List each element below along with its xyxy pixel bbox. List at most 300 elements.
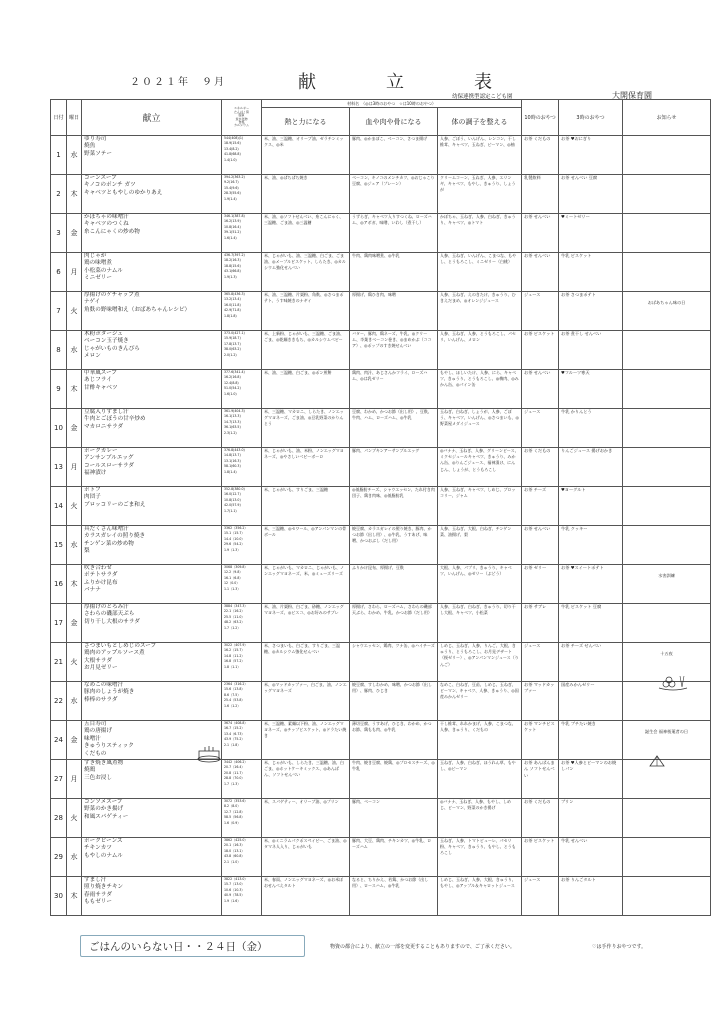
- nutrition-value: 12.4(8.8): [224, 380, 239, 385]
- notice-cell: [623, 214, 711, 253]
- dish-name: ももゼリー: [84, 899, 112, 906]
- ingredient-text: ◎低脂肪チーズ、シャウエッセン、たれ付き肉団子、鶏き肉味、◎低脂肪乳: [352, 487, 435, 499]
- body-ingredients: [350, 682, 438, 721]
- notice-cell: [623, 799, 711, 838]
- ingredient-text: 米、スパゲティー、オリーブ油、◎プリン: [264, 799, 339, 804]
- dish-name: ポテトサラダ: [84, 572, 118, 579]
- regulate-ingredients: [438, 214, 522, 253]
- snack-10: [522, 448, 559, 487]
- nutrition-values: [222, 565, 262, 604]
- snack-3: [559, 604, 623, 643]
- nutrition-value: 25.5（11.0）: [224, 614, 245, 619]
- ingredient-text: 米、春雨、ノンエッグマヨネーズ、◎お米ぼおせんべえタルト: [264, 877, 344, 889]
- nutrition-value: 18.8(15.6): [224, 263, 241, 268]
- menu-row: [51, 877, 711, 916]
- snack-text: ジュース: [524, 643, 541, 648]
- day-date: [51, 565, 67, 604]
- dish-name: 五目寿司: [84, 721, 107, 727]
- body-ingredients: [350, 799, 438, 838]
- snack-text: プリン: [561, 799, 574, 804]
- dish-list: [82, 214, 222, 253]
- dish-name: チンゲン菜の炒め物: [84, 540, 134, 547]
- notice-text: [625, 175, 708, 183]
- dish-list: [82, 331, 222, 370]
- dish-name: 味噌汁: [84, 735, 101, 742]
- nutrition-value: 544(408)(1): [224, 136, 244, 140]
- dish-name: 照り焼きチキン: [84, 884, 124, 891]
- notice-cell: [623, 370, 711, 409]
- date-value: 30: [54, 892, 63, 900]
- nutrition-value: 1.7（1.3）: [224, 781, 241, 786]
- regulate-ingredients: [438, 643, 522, 682]
- dish-name: 木粉ポタージュ: [84, 331, 123, 337]
- dish-list: [82, 175, 222, 214]
- ingredient-text: しめじ、玉ねぎ、人参、りんご、大根、きゅうり、とうもろこし、お月見デザート（桜ゼリー）、◎アンパンマンジュース（りんご）: [440, 643, 519, 667]
- org-label: 幼保連携型認定こども園: [452, 94, 513, 100]
- day-date: [51, 721, 67, 760]
- nutrition-value: 20.1（16.3）: [224, 843, 245, 848]
- menu-row: [51, 760, 711, 799]
- snack-text: ♥フルーツ寒天: [561, 370, 590, 375]
- dish-name: 小松菜のナムル: [84, 267, 123, 274]
- weekday-value: 水: [70, 346, 78, 354]
- date-value: 8: [56, 346, 61, 354]
- ingredient-text: 米、油、◎ソフトせんべい、糸こんにゃく、三温糖、ごま油、◎三温糖: [264, 214, 344, 226]
- nutrition-value: 16.2(16.8): [224, 375, 241, 380]
- body-ingredients: [350, 409, 438, 448]
- dish-name: コーンスープ: [84, 175, 117, 181]
- nutrition-value: 15.1（15.7）: [224, 531, 245, 536]
- day-weekday: [67, 799, 82, 838]
- ingredient-text: 米、油、三温糖、片栗粉、角麩、◎さつまポテト、うす味焼きのナギイ: [264, 292, 344, 304]
- regulate-ingredients: [438, 799, 522, 838]
- notice-cell: [623, 565, 711, 604]
- snack-3: [559, 565, 623, 604]
- nutrition-value: 40.9（78.5）: [224, 893, 245, 898]
- notice-cell: [623, 292, 711, 331]
- col-snack3: 3時のおやつ: [559, 100, 623, 136]
- dish-name: さつまいもとしめじのスープ: [84, 643, 157, 649]
- snack-text: ジュース: [524, 409, 541, 414]
- notice-text: [625, 370, 708, 378]
- nutrition-value: 1.8(1.4): [224, 469, 237, 474]
- nutrition-value: 14.8（11.2）: [224, 653, 245, 658]
- nutrition-values: [222, 682, 262, 721]
- notice-text: おばあちゃん味の日: [647, 300, 686, 305]
- nutrition-value: 15.6（13.8）: [224, 687, 245, 692]
- nutrition-value: 1.6（0.9）: [224, 820, 241, 825]
- menu-table: [50, 99, 711, 916]
- nutrition-value: 376.8(443.0): [224, 448, 245, 452]
- nutrition-value: 18.0（13.1）: [224, 848, 245, 853]
- day-weekday: [67, 409, 82, 448]
- nursery-name: 大開保育園: [612, 91, 652, 100]
- ingredient-text: 牛肉、焼き豆腐、焼鶏、◎プロセスチーズ、◎牛乳: [352, 760, 435, 772]
- nutrition-value: 16.8（57.2）: [224, 659, 245, 664]
- nutrition-values: [222, 331, 262, 370]
- dish-name: キノコのポンチ ガツ: [84, 182, 136, 189]
- weekday-value: 火: [70, 307, 78, 315]
- dish-list: [82, 682, 222, 721]
- menu-row: [51, 409, 711, 448]
- nutrition-value: 1.6（1.2）: [224, 703, 241, 708]
- ingredient-text: 玉ねぎ、人参、トマトピューレ、パセリ粉、キャベツ、きゅうり、もやし、とうもろこし: [440, 838, 516, 856]
- ingredient-text: ◎バナナ、玉ねぎ、人参、グリーンピース、ミクセジュールキャベツ、きゅうり、みかん缶、◎りんごジュース、福神漬け、にんじん、しょうが、とうもろこし: [440, 448, 519, 472]
- nutrition-value: 1.6(1.4): [224, 235, 237, 240]
- date-value: 1: [56, 151, 61, 159]
- nutrition-value: 361.9(404.3): [224, 409, 245, 413]
- dish-name: 甘酢キャベツ: [84, 384, 118, 391]
- nutrition-value: 28.8（70.0）: [224, 776, 245, 781]
- dish-name: カラスガレイの照り焼き: [84, 533, 146, 540]
- dish-list: [82, 487, 222, 526]
- nutrition-value: 51.0(54.2): [224, 386, 241, 391]
- energy-ingredients: [262, 136, 350, 175]
- regulate-ingredients: [438, 409, 522, 448]
- snack-text: お茶 サブレ: [524, 604, 547, 609]
- ingredient-text: しめじ、玉ねぎ、人参、大根、きゅうり、もやし、◎アップル＆キャロットジュース: [440, 877, 516, 889]
- ingredient-text: 人参、玉ねぎ、いんげん、こまつな、もやし、とうもろこし、ミニゼリー（白桃）: [440, 253, 517, 265]
- day-date: [51, 760, 67, 799]
- ingredient-text: 大根、人参、パプリ、きゅうり、キャベツ、いんげん、◎ゼリー（ぶどう）: [440, 565, 512, 577]
- snack-text: お茶 ♥おにぎり: [561, 136, 592, 141]
- dish-name: 福神漬け: [84, 470, 107, 477]
- energy-ingredients: [262, 370, 350, 409]
- nutrition-value: 58.5（56.8）: [224, 815, 245, 820]
- body-ingredients: [350, 721, 438, 760]
- nutrition-value: 58.1(60.3): [224, 464, 241, 469]
- nutrition-value: 3862（425.0）: [224, 838, 248, 842]
- snack-text: 牛乳 クッキー: [561, 526, 588, 531]
- energy-ingredients: [262, 604, 350, 643]
- nutrition-value: 43.9（75.2）: [224, 737, 245, 742]
- ingredient-text: 焼豆腐、すしわかめ、味噌、かつお節（出し用）、豚肉、ひじき: [352, 682, 432, 694]
- snack-10: [522, 643, 559, 682]
- date-value: 17: [54, 619, 63, 627]
- day-date: [51, 604, 67, 643]
- nutrition-values: [222, 877, 262, 916]
- nutrition-values: [222, 487, 262, 526]
- nutrition-value: 8.2（8.0）: [224, 804, 241, 809]
- snack-text: お茶 ビスケット: [524, 331, 555, 336]
- no-rice-notice: ごはんのいらない日・・２４日（金）: [80, 935, 305, 957]
- nutrition-value: 3674（408.8）: [224, 721, 248, 725]
- ingredient-text: バター、豚肉、鶏ネーズ、牛乳、◎クリーム、卒業きベーコン巻き、◎まめかぶ（ココア）、◎ポップのすき焼せんべい: [352, 331, 432, 349]
- dish-list: [82, 565, 222, 604]
- notice-text: 誕生会 福神桜蓮者の日: [644, 729, 689, 734]
- date-value: 16: [54, 580, 63, 588]
- ingredient-text: 米、じゃがいも、油、米粉、ノンエッグマヨネーズ、◎やさしいべビーボーロ: [264, 448, 344, 460]
- notice-text: [625, 799, 708, 807]
- body-ingredients: [350, 214, 438, 253]
- energy-ingredients: [262, 799, 350, 838]
- nutrition-value: 16.0(11.8): [224, 302, 241, 307]
- body-ingredients: [350, 253, 438, 292]
- snack-text: ジュース: [524, 877, 541, 882]
- regulate-ingredients: [438, 760, 522, 799]
- snack-text: 牛乳 ビスケット: [561, 253, 592, 258]
- regulate-ingredients: [438, 838, 522, 877]
- date-value: 6: [56, 268, 61, 276]
- ingredient-text: 豆腐、わかめ、かつお節（出し用）、豆麩、牛肉、ハム、ローズハム、◎牛乳: [352, 409, 432, 421]
- day-weekday: [67, 448, 82, 487]
- regulate-ingredients: [438, 487, 522, 526]
- energy-ingredients: [262, 214, 350, 253]
- dish-name: 三色お浸し: [84, 774, 112, 781]
- body-ingredients: [350, 604, 438, 643]
- day-date: [51, 838, 67, 877]
- date-value: 7: [56, 307, 61, 315]
- energy-ingredients: [262, 331, 350, 370]
- day-weekday: [67, 214, 82, 253]
- dish-list: [82, 253, 222, 292]
- dish-name: きゅうりスティック: [84, 743, 134, 750]
- ingredient-text: 米、さつまいも、白ごま、すりごま、三温糖、◎カルシウム強化せんべい: [264, 643, 340, 655]
- notice-text: [625, 877, 708, 885]
- nutrition-value: 1.9（1.6）: [224, 898, 241, 903]
- nutrition-value: 3822（413.0）: [224, 877, 248, 881]
- day-weekday: [67, 838, 82, 877]
- ingredient-text: 人参、玉ねぎ、えのきたけ、きゅうり、むきえだまめ、◎オレンジジュース: [440, 292, 516, 304]
- nutrition-line: カルシウム: [234, 123, 249, 128]
- day-weekday: [67, 877, 82, 916]
- nutrition-value: 1.8（1.1）: [224, 664, 241, 669]
- dish-list: [82, 799, 222, 838]
- nutrition-value: 13.1(16.3): [224, 458, 241, 463]
- menu-row: [51, 331, 711, 370]
- day-date: [51, 292, 67, 331]
- ingredient-text: 干し椎茸、れれかまげ、人参、こまつな、人参、きゅうり、くだもの: [440, 721, 516, 733]
- dish-name: 和風スパゲティー: [84, 813, 129, 820]
- energy-ingredients: [262, 175, 350, 214]
- nutrition-value: 13.4(8.2): [224, 146, 239, 151]
- dish-name: すまし汁: [84, 877, 107, 883]
- dish-name: マカロニサラダ: [84, 423, 124, 430]
- snack-10: [522, 760, 559, 799]
- nutrition-values: [222, 526, 262, 565]
- regulate-ingredients: [438, 877, 522, 916]
- notice-text: 水害訓練: [658, 573, 675, 578]
- snack-text: お茶 くだもの: [524, 136, 551, 141]
- nutrition-value: 3442（406.2）: [224, 760, 248, 764]
- snack-text: 国産みかんゼリー: [561, 682, 595, 687]
- day-date: [51, 526, 67, 565]
- dish-name: すき焼き風煮物: [84, 760, 124, 766]
- dish-name: キャベツともやしのゆかりあえ: [84, 189, 163, 196]
- ingredient-text: 人参、玉ねぎ、人参、とうもろこし、パセリ、いんげん、メロン: [440, 331, 516, 343]
- snack-10: [522, 487, 559, 526]
- ingredient-text: 米、油、三温糖、白ごま、◎ポン煎餅: [264, 370, 332, 375]
- menu-row: [51, 526, 711, 565]
- ingredient-text: 米、◎マッドカップァー、白ごま、油、ノンエッグマヨネーズ: [264, 682, 347, 694]
- dish-name: 中華風スープ: [84, 370, 118, 376]
- col-date: 日付: [51, 100, 67, 136]
- nutrition-value: 13.4（6.73）: [224, 731, 245, 736]
- day-weekday: [67, 253, 82, 292]
- nutrition-value: 9.2(16.7): [224, 180, 239, 185]
- dish-name: 具だくさん味噌汁: [84, 526, 129, 532]
- regulate-ingredients: [438, 721, 522, 760]
- nutrition-value: 1.9（1.3）: [224, 547, 241, 552]
- nutrition-value: 15.7（13.0）: [224, 882, 245, 887]
- ingredient-text: なると、ちりかえ、若鶏、かつお節（出し用）、ロースハム、◎牛乳: [352, 877, 429, 889]
- body-ingredients: [350, 526, 438, 565]
- notice-text: [625, 331, 708, 339]
- snack-10: [522, 721, 559, 760]
- nutrition-value: 18.2(16.3): [224, 258, 241, 263]
- ingredient-text: ベーコン、キノコのメンチカツ、◎おじゃこり豆腐、◎ジェア（プレーン）: [352, 175, 435, 187]
- date-value: 3: [56, 229, 61, 237]
- weekday-value: 木: [70, 190, 78, 198]
- ingredient-text: 米、油、三温糖、オリーブ油、ゼラチンミックス、◎米: [264, 136, 344, 148]
- body-ingredients: [350, 760, 438, 799]
- dish-list: [82, 877, 222, 916]
- nutrition-value: 41.8(68.8): [224, 152, 241, 157]
- dish-name: ポークカレー: [84, 448, 118, 454]
- body-ingredients: [350, 877, 438, 916]
- ingredient-text: うずらぎ、キャベツ入りすつくね、ローズハム、◎アボガ、味噌、いわし（煮干し）: [352, 214, 432, 226]
- nutrition-value: 3068（309.8）: [224, 565, 248, 569]
- dish-name: さわらの磯部天ぷら: [84, 611, 135, 618]
- menu-row: [51, 370, 711, 409]
- day-weekday: [67, 136, 82, 175]
- snack-10: [522, 565, 559, 604]
- dish-name: ふりかけ昆布: [84, 579, 118, 586]
- ingredient-text: 米、◎ミニラムパクポスペイビー、ごま油、◎タマネ人入り、じゃがいも: [264, 838, 347, 850]
- nutrition-value: 10.6（10.3）: [224, 887, 245, 892]
- ingredient-text: 米、三温糖、マカロニ、しらたき、ノンエッグマヨネーズ、ごま油、◎豆乳野菜のかりんとう: [264, 409, 344, 427]
- weekday-value: 火: [70, 814, 78, 822]
- nutrition-value: 39.1(51.2): [224, 230, 241, 235]
- dish-name: 豆腐入りすまし汁: [84, 409, 129, 415]
- nutrition-values: [222, 448, 262, 487]
- day-weekday: [67, 526, 82, 565]
- snack-text: 乳製飲料: [524, 175, 541, 180]
- snack-3: [559, 409, 623, 448]
- dish-name: ナゲイ: [84, 299, 101, 306]
- weekday-value: 火: [70, 658, 78, 666]
- dish-name: 鶏肉のアップルソース煮: [84, 650, 145, 657]
- menu-row: [51, 448, 711, 487]
- regulate-ingredients: [438, 370, 522, 409]
- ingredient-text: もやし、ほしいたけ、人参、にら、キャベツ、きゅうり、とうもろこし、◎梅肉、◎みかん缶、◎パイン缶: [440, 370, 519, 388]
- energy-ingredients: [262, 409, 350, 448]
- snack-3: [559, 760, 623, 799]
- nutrition-values: [222, 136, 262, 175]
- nutrition-value: 1.7(1.1): [224, 508, 237, 513]
- snack-text: お茶 ♥人参とピーマンのお焼しパン: [561, 760, 617, 772]
- nutrition-value: 16.7（15.2）: [224, 726, 245, 731]
- ingredient-text: 人参、ごぼう、いんげん、レンコン、干し椎茸、キャベツ、玉ねぎ、ピーマン、◎柚: [440, 136, 516, 148]
- weekday-value: 金: [70, 229, 78, 237]
- snack-10: [522, 214, 559, 253]
- day-date: [51, 682, 67, 721]
- snack-text: お茶 くだもの: [524, 448, 551, 453]
- date-value: 15: [54, 541, 63, 549]
- dish-name: ポークビーンズ: [84, 838, 123, 844]
- snack-3: [559, 682, 623, 721]
- dish-name: 肉団子: [84, 494, 101, 501]
- nutrition-value: 22.1（16.2）: [224, 609, 245, 614]
- day-date: [51, 331, 67, 370]
- dish-list: [82, 136, 222, 175]
- nutrition-value: 14.7(13.3): [224, 419, 241, 424]
- menu-row: [51, 721, 711, 760]
- nutrition-value: 25.4（53.8）: [224, 698, 245, 703]
- regulate-ingredients: [438, 526, 522, 565]
- col-menu: 献立: [82, 100, 222, 136]
- snack-text: 牛乳 ビスケット 豆腐: [561, 604, 602, 609]
- dish-name: 野菜のかき揚げ: [84, 806, 124, 813]
- weekday-value: 水: [70, 151, 78, 159]
- menu-row: [51, 214, 711, 253]
- notice-cell: [623, 526, 711, 565]
- ingredient-text: なめこ、白ねぎ、豆苗、しめじ、玉ねぎ、ピーマン、キャベツ、人参、きゅうり、◎国産みかんゼリー: [440, 682, 519, 700]
- menu-row: [51, 565, 711, 604]
- ingredient-text: 焼豆腐、カラスガレイの照り焼き、豚肉、かつお節（出し用）、◎牛乳、うすあげ、味噌、かつおぶし（だし用）: [352, 526, 432, 544]
- nutrition-value: 43.1(66.8): [224, 269, 241, 274]
- day-weekday: [67, 682, 82, 721]
- snack-3: [559, 643, 623, 682]
- notice-cell: [623, 604, 711, 643]
- snack-10: [522, 253, 559, 292]
- dish-name: 厚揚げのケチャップ煮: [84, 292, 140, 298]
- day-date: [51, 448, 67, 487]
- notice-cell: [623, 136, 711, 175]
- snack-10: [522, 175, 559, 214]
- col-snack10: 10時のおやつ: [522, 100, 559, 136]
- body-ingredients: [350, 487, 438, 526]
- dish-name: 梨: [84, 548, 90, 555]
- nutrition-value: 1.4(1.0): [224, 157, 237, 162]
- ingredient-text: 鶏肉、肉汁、あじさんかフライ、ローズハム、◎は乳ゼリー: [352, 370, 428, 382]
- snack-3: [559, 292, 623, 331]
- date-value: 2: [56, 190, 61, 198]
- snack-text: お茶 マッドカップァー: [524, 682, 555, 694]
- nutrition-values: [222, 721, 262, 760]
- nutrition-values: [222, 292, 262, 331]
- dish-name: もやしのナムル: [84, 852, 123, 859]
- date-value: 24: [54, 736, 63, 744]
- ingredient-text: クリームコーン、玉ねぎ、人参、エリンギ、キャベツ、もやし、きゅうり、しょうが: [440, 175, 516, 193]
- date-value: 21: [54, 658, 63, 666]
- nutrition-value: 16.1（6.8）: [224, 575, 243, 580]
- ingredient-text: 薄切豆腐、うすあげ、ひじき、わかめ、かつお節、鶏もも肉、◎牛乳: [352, 721, 432, 733]
- dish-name: 大根サラダ: [84, 657, 112, 664]
- nutrition-line: たんぱく質: [233, 109, 249, 114]
- date-value: 14: [54, 502, 63, 510]
- ingredient-text: 米、じゃがいも、すりごま、三温糖: [264, 487, 328, 492]
- notice-cell: [623, 877, 711, 916]
- nutrition-value: 3362（356.2）: [224, 526, 248, 530]
- regulate-ingredients: [438, 253, 522, 292]
- day-weekday: [67, 175, 82, 214]
- weekday-value: 金: [70, 619, 78, 627]
- dish-name: アンサンブルエッグ: [84, 455, 134, 462]
- snack-3: [559, 331, 623, 370]
- notice-text: [625, 526, 708, 534]
- day-date: [51, 877, 67, 916]
- energy-ingredients: [262, 487, 350, 526]
- nutrition-value: 16.1(13.3): [224, 414, 241, 419]
- nutrition-value: 12.7（12.8）: [224, 809, 245, 814]
- weekday-value: 木: [70, 580, 78, 588]
- dish-name: コンソメスープ: [84, 799, 123, 805]
- notice-cell: [623, 760, 711, 799]
- day-date: [51, 370, 67, 409]
- snack-text: お茶 せんべい 豆腐: [561, 175, 598, 180]
- snack-10: [522, 136, 559, 175]
